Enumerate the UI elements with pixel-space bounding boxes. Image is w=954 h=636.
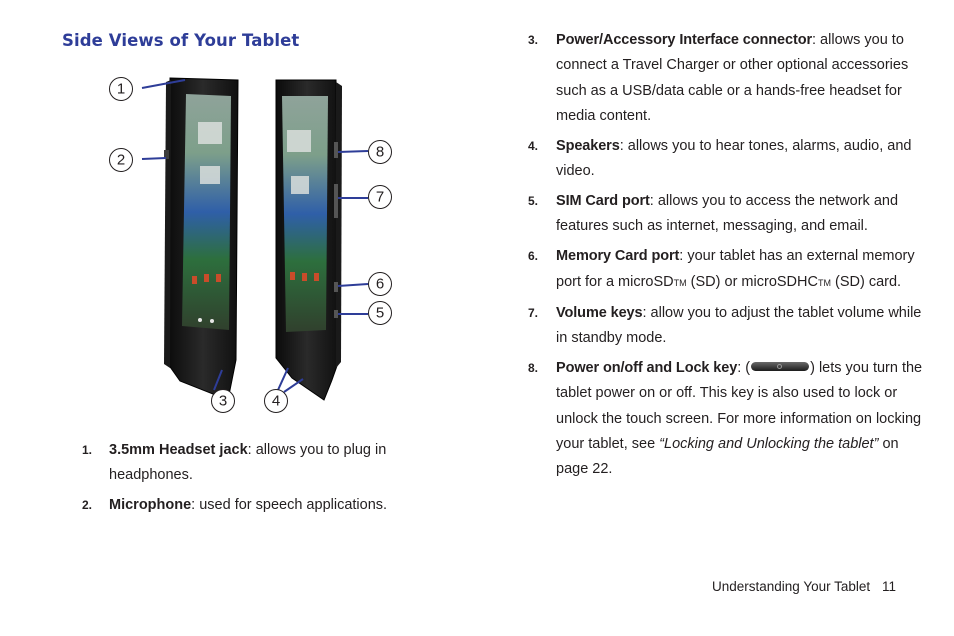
list-item: [528, 356, 923, 482]
list-item: [528, 28, 923, 129]
item-number: 3.: [528, 33, 539, 47]
cross-reference-link[interactable]: “Locking and Unlocking the tablet”: [659, 435, 879, 452]
item-description: (SD) or microSDHC: [686, 273, 818, 290]
item-term: 3.5mm Headset jack: [109, 442, 248, 458]
item-term: Speakers: [556, 137, 620, 154]
item-description: : allows you to connect a Travel Charger or other optional accessories such as a USB/data cable or a hands-free headset for media content.: [556, 32, 909, 124]
item-term: Power on/off and Lock key: [556, 360, 738, 376]
callout-label-4: 4: [271, 392, 281, 410]
left-feature-list: [82, 438, 462, 523]
tablet-right-view: [276, 80, 342, 400]
list-item: [82, 438, 462, 489]
right-feature-list: [528, 28, 923, 487]
item-description: : used for speech applications.: [191, 497, 388, 514]
callout-label-1: 1: [116, 80, 126, 98]
item-term: Microphone: [109, 497, 192, 514]
item-number: 6.: [528, 249, 539, 264]
item-term: Memory Card port: [556, 248, 680, 265]
item-term: Power/Accessory Interface connector: [556, 32, 812, 48]
callout-label-3: 3: [218, 392, 228, 410]
footer-section-title: Understanding Your Tablet: [712, 579, 871, 594]
callout-label-5: 5: [375, 304, 385, 322]
item-number: 8.: [528, 361, 539, 375]
tablet-left-view: [164, 78, 238, 400]
item-description: : allows you to hear tones, alarms, audio, and video.: [556, 137, 912, 180]
power-key-icon: [751, 362, 809, 371]
item-description: : your tablet has an external memory port for a microSD: [556, 248, 915, 290]
item-description: : allow you to adjust the tablet volume while in standby mode.: [556, 304, 922, 347]
item-number: 7.: [528, 305, 539, 320]
list-item: [528, 189, 923, 240]
item-number: 4.: [528, 138, 539, 153]
item-description: : allows you to access the network and features such as internet, messaging, and email.: [556, 193, 899, 235]
list-item: [528, 301, 923, 352]
page-number: 11: [882, 579, 897, 594]
list-item: [528, 134, 923, 185]
trademark-mark: TM: [673, 277, 687, 288]
callout-label-2: 2: [116, 151, 126, 169]
item-number: 5.: [528, 194, 539, 209]
item-description: : (: [737, 360, 751, 376]
callout-label-7: 7: [375, 188, 385, 206]
item-description: ) lets you turn the tablet power on or off. This key is also used to lock or unlock the touch screen. For more information on locking your tablet, see: [556, 360, 923, 452]
tablet-side-views-figure: [100, 68, 410, 420]
item-number: 1.: [82, 443, 93, 457]
callout-label-6: 6: [375, 275, 385, 293]
trademark-mark: TM: [817, 277, 831, 288]
callout-label-8: 8: [375, 143, 385, 161]
item-term: Volume keys: [556, 304, 643, 321]
item-term: SIM Card port: [556, 193, 650, 210]
list-item: [528, 244, 923, 296]
item-number: 2.: [82, 498, 93, 513]
section-heading: Side Views of Your Tablet: [62, 31, 300, 50]
item-description: on page 22.: [556, 435, 899, 478]
item-description: : allows you to plug in headphones.: [109, 442, 387, 484]
item-description: (SD) card.: [830, 273, 902, 290]
list-item: [82, 493, 462, 518]
